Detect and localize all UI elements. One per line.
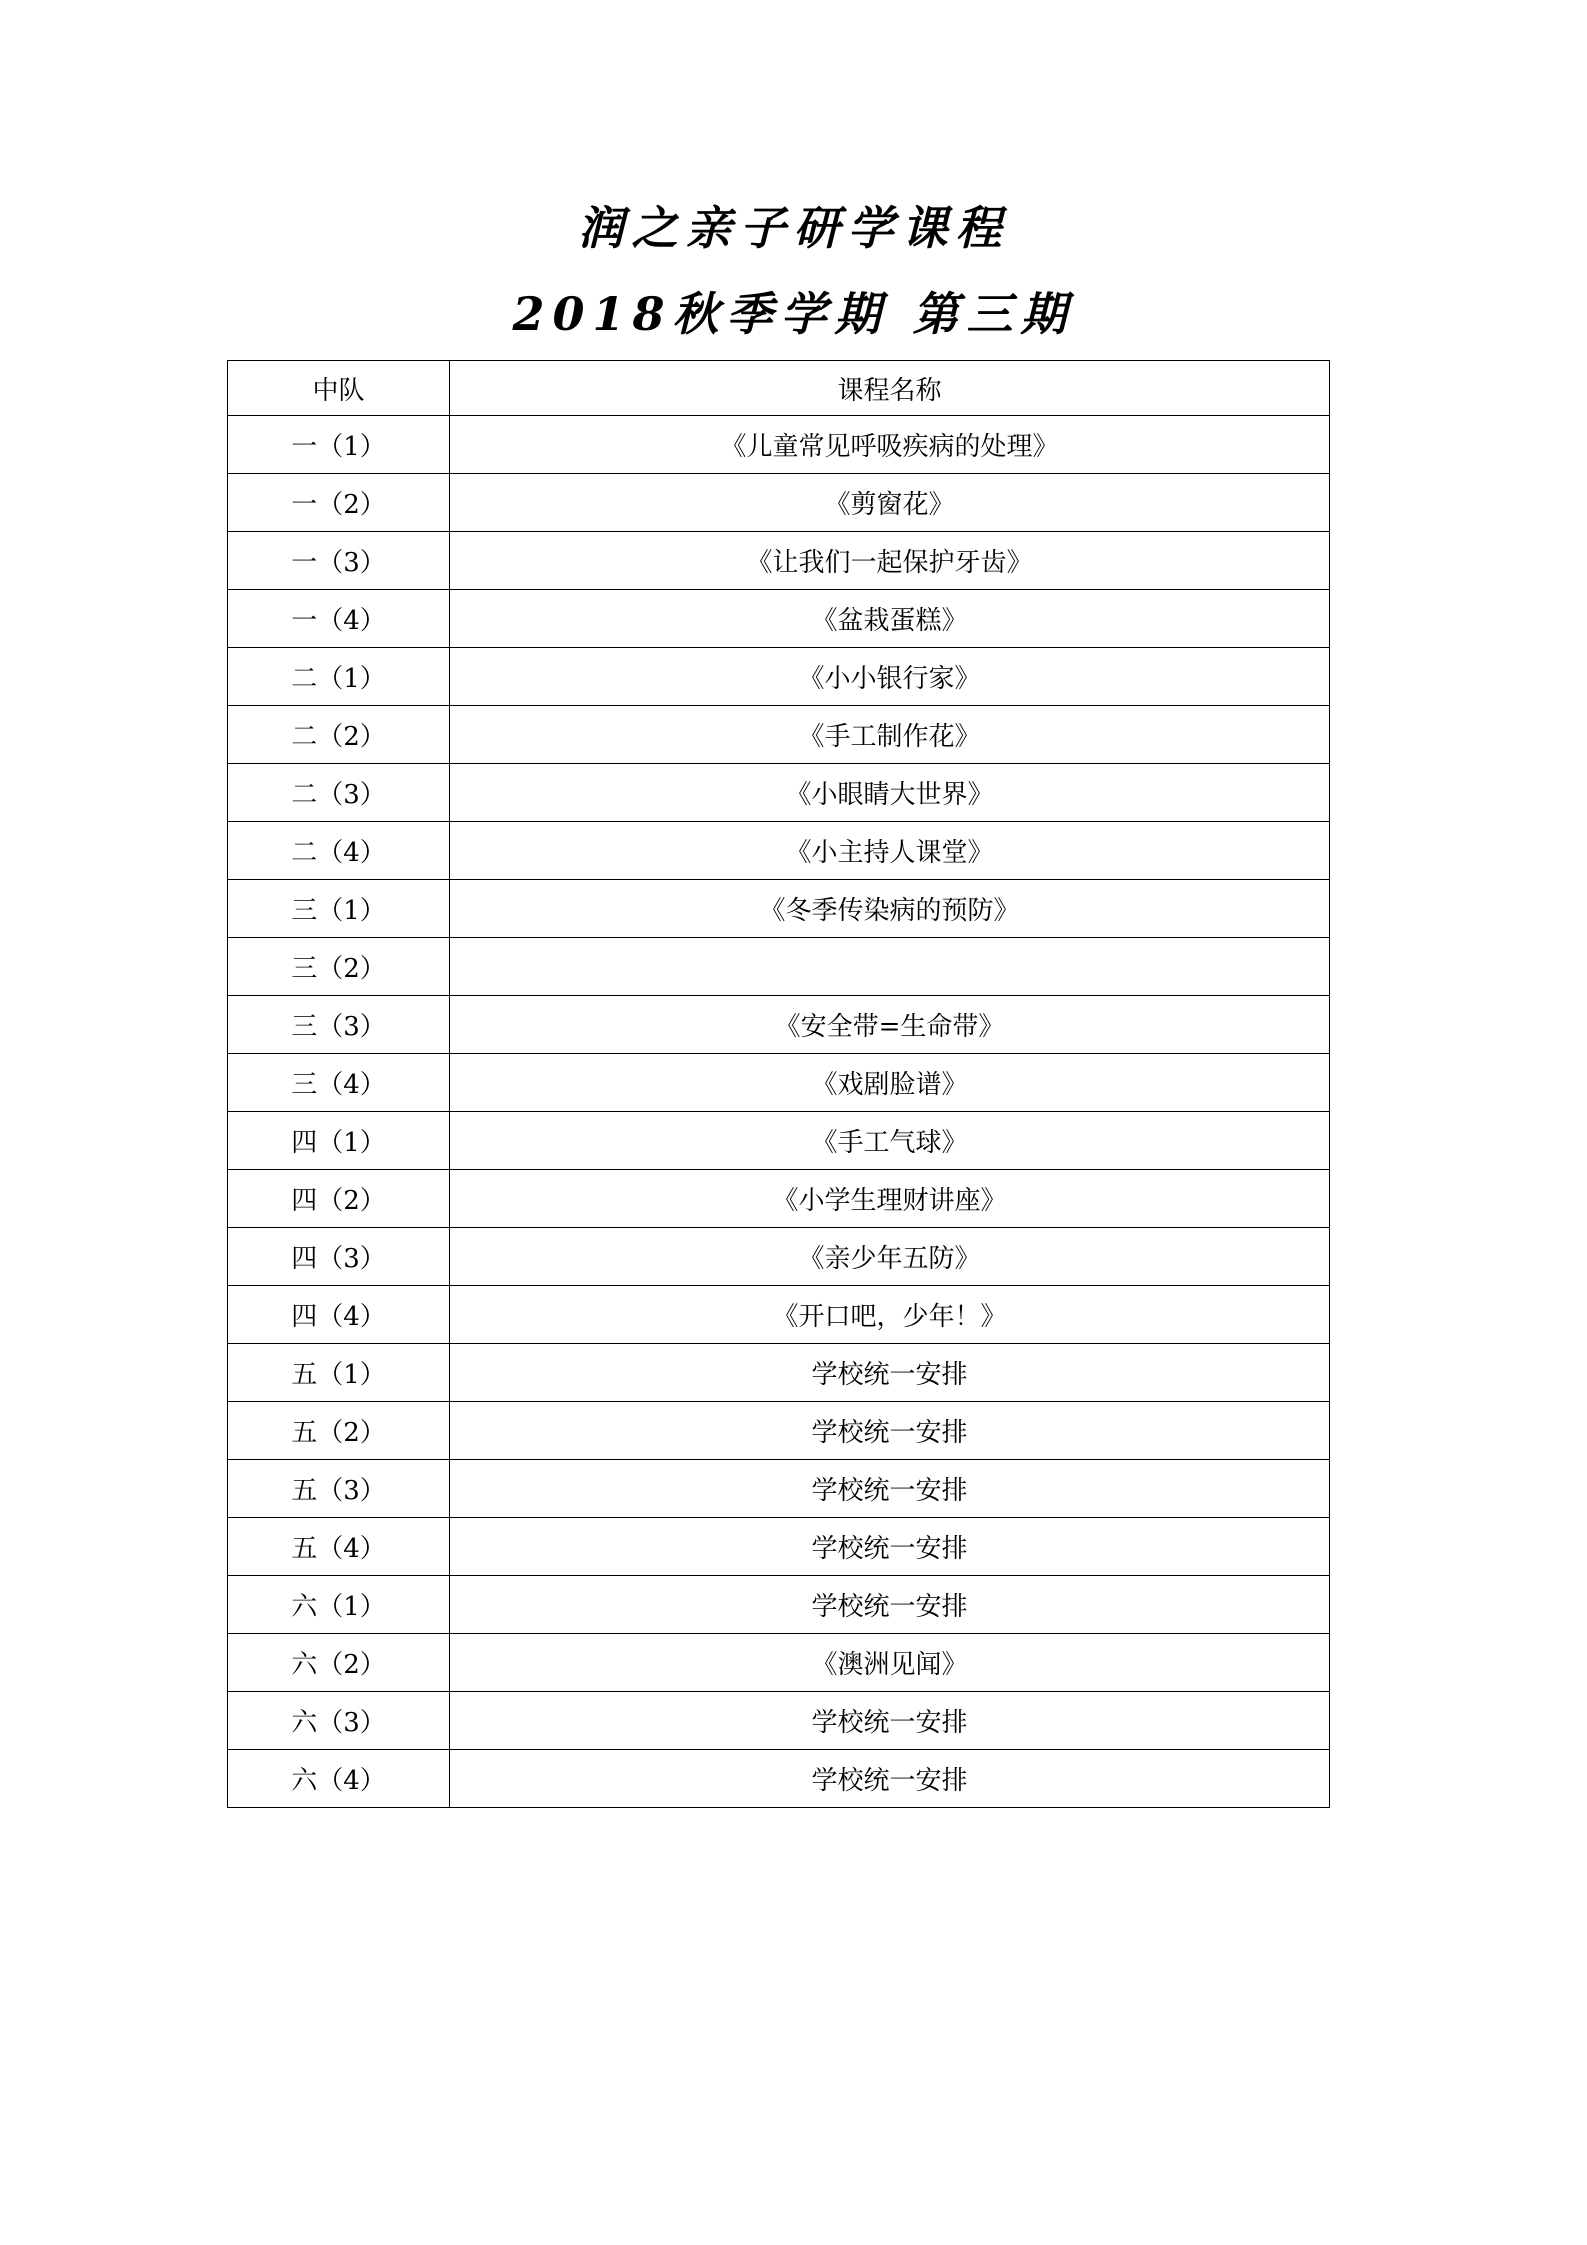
table-row: [228, 938, 1330, 996]
course-cell: 学校统一安排: [450, 1750, 1330, 1808]
document-subtitle: 2018秋季学期 第三期: [512, 287, 1075, 341]
table-row: [228, 1460, 1330, 1518]
course-cell: 《小眼睛大世界》: [450, 764, 1330, 822]
squad-cell: 二（2）: [228, 706, 450, 764]
table-row: [228, 1054, 1330, 1112]
table-row: [228, 416, 1330, 474]
squad-cell: 三（2）: [228, 938, 450, 996]
table-row: [228, 880, 1330, 938]
table-row: [228, 1228, 1330, 1286]
table-header-row: [228, 361, 1330, 416]
table-row: [228, 706, 1330, 764]
course-cell: 《小学生理财讲座》: [450, 1170, 1330, 1228]
squad-cell: 五（3）: [228, 1460, 450, 1518]
squad-cell: 五（1）: [228, 1344, 450, 1402]
course-cell: 学校统一安排: [450, 1576, 1330, 1634]
table-row: [228, 1344, 1330, 1402]
course-cell: 《澳洲见闻》: [450, 1634, 1330, 1692]
squad-cell: 五（2）: [228, 1402, 450, 1460]
course-cell: 《剪窗花》: [450, 474, 1330, 532]
squad-cell: 一（4）: [228, 590, 450, 648]
squad-cell: 四（2）: [228, 1170, 450, 1228]
squad-cell: 一（3）: [228, 532, 450, 590]
course-cell: 学校统一安排: [450, 1402, 1330, 1460]
squad-cell: 二（4）: [228, 822, 450, 880]
course-cell: 《开口吧，少年！》: [450, 1286, 1330, 1344]
course-cell: 《手工气球》: [450, 1112, 1330, 1170]
table-row: [228, 1576, 1330, 1634]
course-cell: 《冬季传染病的预防》: [450, 880, 1330, 938]
table-row: [228, 590, 1330, 648]
squad-cell: 六（1）: [228, 1576, 450, 1634]
table-row: [228, 1286, 1330, 1344]
table-row: [228, 996, 1330, 1054]
document-title: 润之亲子研学课程: [577, 201, 1010, 255]
course-cell: 学校统一安排: [450, 1518, 1330, 1576]
squad-cell: 六（3）: [228, 1692, 450, 1750]
course-cell: 《小主持人课堂》: [450, 822, 1330, 880]
squad-cell: 四（3）: [228, 1228, 450, 1286]
table-row: [228, 1518, 1330, 1576]
squad-cell: 一（2）: [228, 474, 450, 532]
table-row: [228, 1750, 1330, 1808]
course-cell: [450, 938, 1330, 996]
squad-cell: 五（4）: [228, 1518, 450, 1576]
course-cell: 学校统一安排: [450, 1460, 1330, 1518]
course-cell: 《盆栽蛋糕》: [450, 590, 1330, 648]
squad-cell: 四（1）: [228, 1112, 450, 1170]
squad-cell: 六（2）: [228, 1634, 450, 1692]
table-row: [228, 822, 1330, 880]
course-cell: 《让我们一起保护牙齿》: [450, 532, 1330, 590]
table-row: [228, 764, 1330, 822]
squad-cell: 三（1）: [228, 880, 450, 938]
table-row: [228, 1112, 1330, 1170]
table-row: [228, 1170, 1330, 1228]
table-row: [228, 1692, 1330, 1750]
course-schedule-table: [227, 360, 1330, 1808]
squad-cell: 六（4）: [228, 1750, 450, 1808]
header-course-name: 课程名称: [450, 361, 1330, 416]
table-row: [228, 648, 1330, 706]
header-squad: 中队: [228, 361, 450, 416]
squad-cell: 一（1）: [228, 416, 450, 474]
squad-cell: 四（4）: [228, 1286, 450, 1344]
course-cell: 学校统一安排: [450, 1344, 1330, 1402]
table-row: [228, 1634, 1330, 1692]
course-cell: 《亲少年五防》: [450, 1228, 1330, 1286]
course-cell: 《儿童常见呼吸疾病的处理》: [450, 416, 1330, 474]
course-cell: 《小小银行家》: [450, 648, 1330, 706]
course-cell: 《戏剧脸谱》: [450, 1054, 1330, 1112]
squad-cell: 三（3）: [228, 996, 450, 1054]
course-cell: 《手工制作花》: [450, 706, 1330, 764]
table-row: [228, 1402, 1330, 1460]
course-cell: 学校统一安排: [450, 1692, 1330, 1750]
squad-cell: 二（1）: [228, 648, 450, 706]
course-cell: 《安全带=生命带》: [450, 996, 1330, 1054]
table-row: [228, 532, 1330, 590]
squad-cell: 二（3）: [228, 764, 450, 822]
squad-cell: 三（4）: [228, 1054, 450, 1112]
table-row: [228, 474, 1330, 532]
